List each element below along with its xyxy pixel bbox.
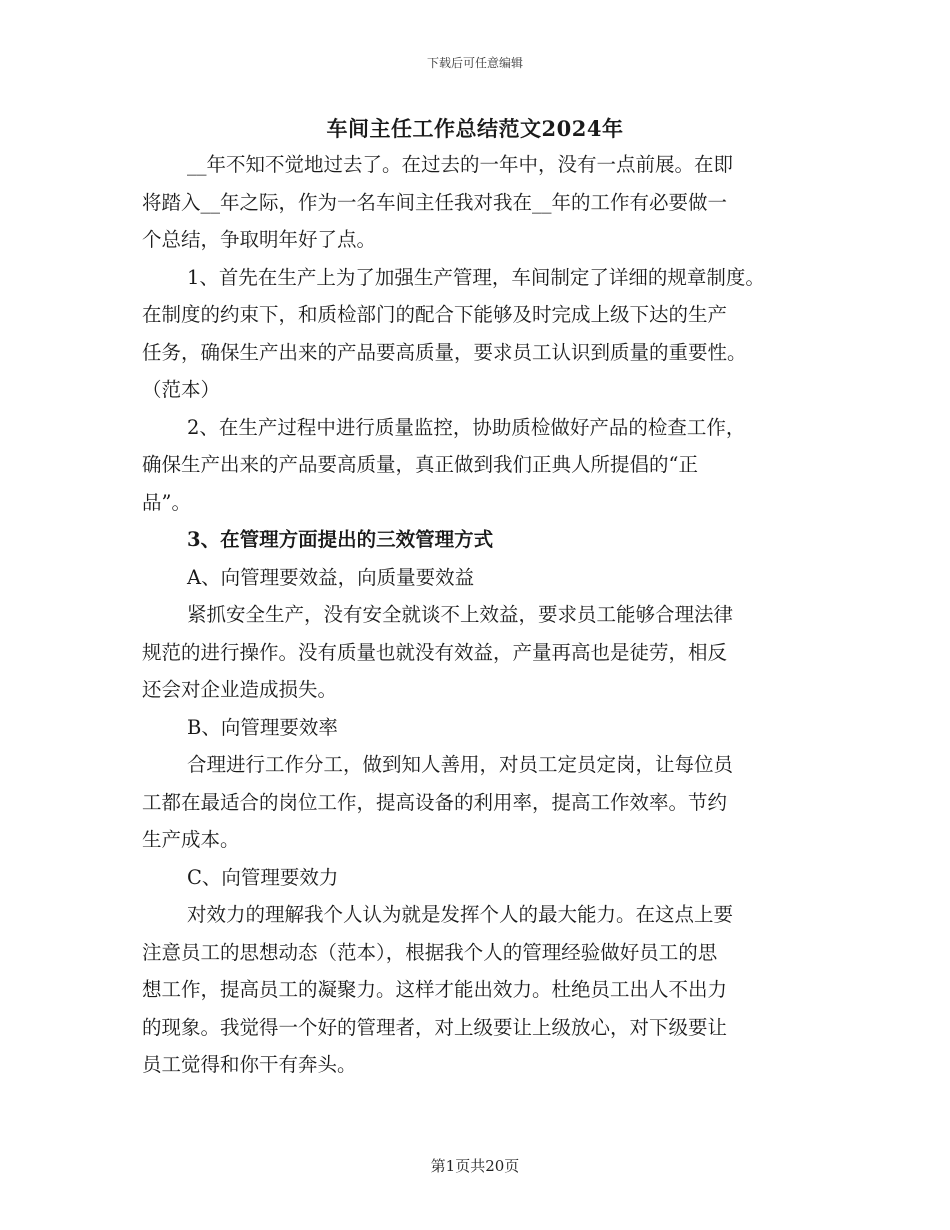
paragraph-line: 1、首先在生产上为了加强生产管理，车间制定了详细的规章制度。 xyxy=(187,265,765,289)
paragraph-line: __年不知不觉地过去了。在过去的一年中，没有一点前展。在即 xyxy=(187,153,734,176)
paragraph-line: 员工觉得和你干有奔头。 xyxy=(142,1053,357,1076)
paragraph-line: 个总结，争取明年好了点。 xyxy=(142,228,377,251)
paragraph-line: 在制度的约束下，和质检部门的配合下能够及时完成上级下达的生产 xyxy=(142,303,728,326)
paragraph-line: 2、在生产过程中进行质量监控，协助质检做好产品的检查工作， xyxy=(187,415,746,439)
paragraph-line: 任务，确保生产出来的产品要高质量，要求员工认识到质量的重要性。 xyxy=(142,340,747,364)
subsection-heading: A、向管理要效益，向质量要效益 xyxy=(187,565,475,589)
document-title: 车间主任工作总结范文2024年 xyxy=(326,116,624,141)
paragraph-line: 合理进行工作分工，做到知人善用，对员工定员定岗，让每位员 xyxy=(187,753,734,776)
paragraph-line: 还会对企业造成损失。 xyxy=(142,678,338,701)
paragraph-line: 对效力的理解我个人认为就是发挥个人的最大能力。在这点上要 xyxy=(187,903,734,926)
document-body xyxy=(142,146,822,1084)
paragraph-line: 想工作，提高员工的凝聚力。这样才能出效力。杜绝员工出人不出力 xyxy=(142,978,728,1001)
section-heading: 3、在管理方面提出的三效管理方式 xyxy=(187,528,494,551)
paragraph-line: 的现象。我觉得一个好的管理者，对上级要让上级放心，对下级要让 xyxy=(142,1015,728,1039)
subsection-heading: B、向管理要效率 xyxy=(187,715,338,739)
subsection-heading: C、向管理要效力 xyxy=(187,865,339,889)
paragraph-line: 生产成本。 xyxy=(142,828,240,851)
paragraph-line: 确保生产出来的产品要高质量，真正做到我们正典人所提倡的“正 xyxy=(142,453,698,476)
paragraph-line: （范本） xyxy=(142,378,221,401)
page-header-note: 下载后可任意编辑 xyxy=(426,56,523,70)
paragraph-line: 规范的进行操作。没有质量也就没有效益，产量再高也是徒劳，相反 xyxy=(142,640,728,664)
paragraph-line: 品”。 xyxy=(142,490,191,514)
paragraph-line: 将踏入__年之际，作为一名车间主任我对我在__年的工作有必要做一 xyxy=(142,190,728,214)
paragraph-line: 工都在最适合的岗位工作，提高设备的利用率，提高工作效率。节约 xyxy=(142,790,728,814)
paragraph-line: 注意员工的思想动态（范本），根据我个人的管理经验做好员工的思 xyxy=(142,940,718,964)
page-number: 第1页共20页 xyxy=(430,1157,520,1175)
paragraph-line: 紧抓安全生产，没有安全就谈不上效益，要求员工能够合理法律 xyxy=(187,603,734,626)
